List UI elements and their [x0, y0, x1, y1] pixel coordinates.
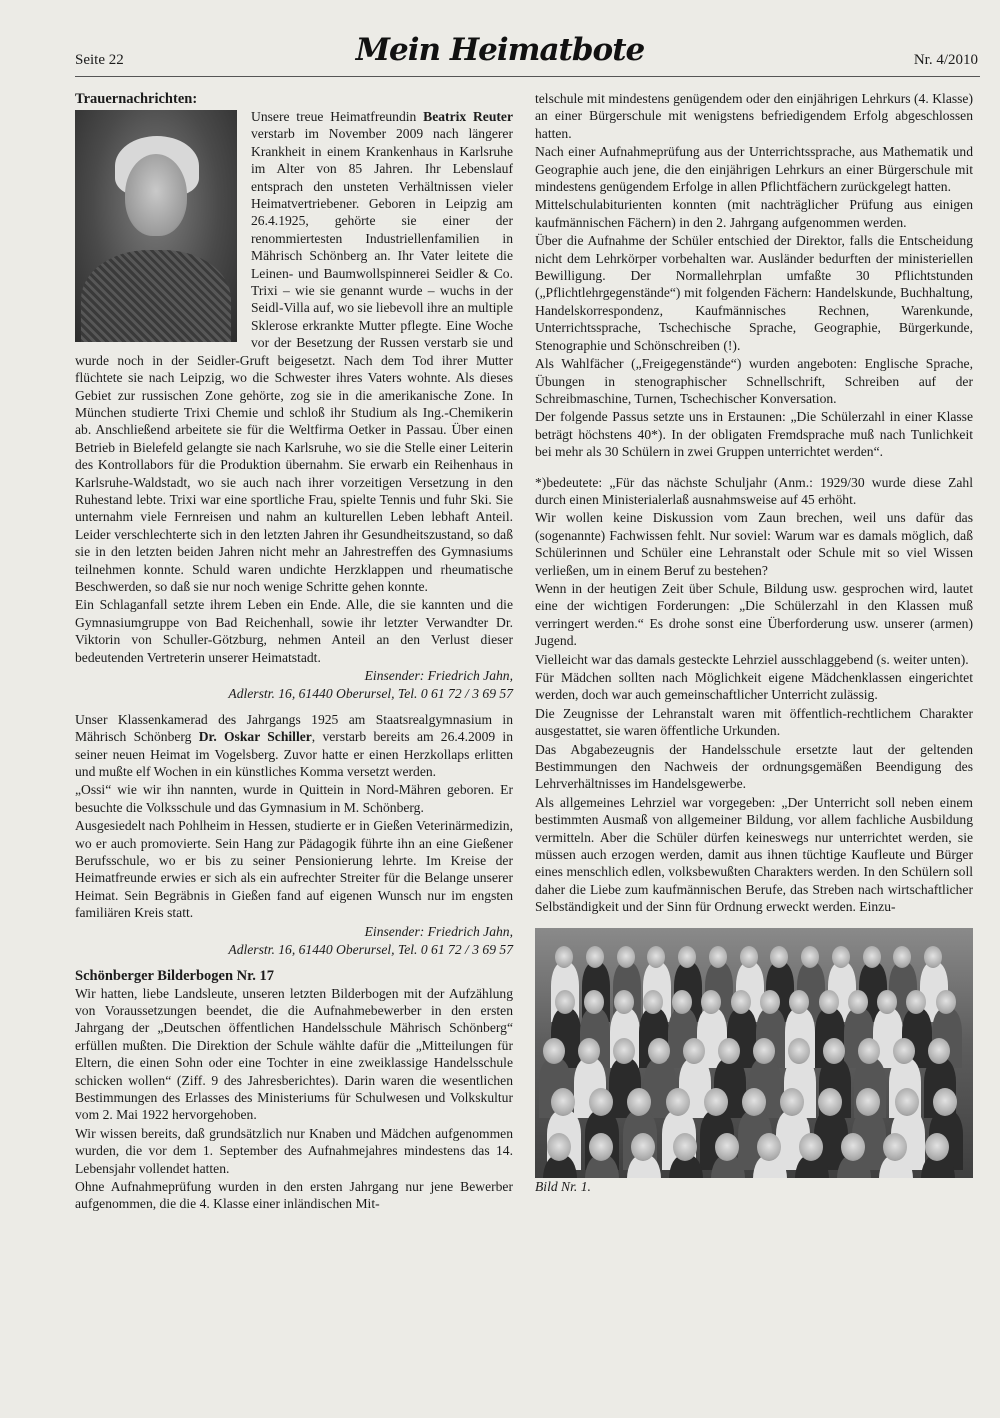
- bilderbogen-paragraph-16: Als allgemeines Lehrziel war vorgegeben: „Der Unterricht soll neben einem bestimmten Ausmaß von allgemeiner Bildung, vor allem fachliche Ausbildung vermitteln. Aber die Schüler dürfen keineswegs nur unterrichtet werden, sie müssen auch erzogen werden, damit aus ihnen tüchtige Kaufleute und Bürger eines menschlich edlen, volksbewußten Charakters werden. In den Schülern soll daher die Liebe zum kaufmännischen Berufe, das Streben nach wirtschaftlicher Selbständigkeit und der Sinn für Ordnung erweckt werden. Einzu-: [535, 794, 973, 915]
- photo-person-head: [683, 1038, 705, 1064]
- photo-person-head: [788, 1038, 810, 1064]
- portrait-face: [125, 154, 187, 236]
- photo-person-head: [789, 990, 809, 1014]
- photo-person-head: [925, 1133, 949, 1161]
- photo-person-head: [555, 946, 573, 968]
- photo-person-head: [589, 1088, 613, 1116]
- photo-person-head: [614, 990, 634, 1014]
- right-column: [535, 90, 973, 1195]
- photo-person-head: [801, 946, 819, 968]
- schiller-intro: Unser Klassenkamerad des Jahrgangs 1925 am Staatsrealgymnasium in Mährisch Schönberg: [75, 711, 513, 745]
- photo-person-head: [647, 946, 665, 968]
- schiller-paragraph-2: „Ossi“ wie wir ihn nannten, wurde in Quittein in Nord-Mähren geboren. Er besuchte die Volksschule und das Gymnasium in M. Schönberg.: [75, 782, 513, 815]
- reuter-intro: Unsere treue Heimatfreundin: [251, 109, 424, 124]
- reuter-name: Beatrix Reuter: [423, 109, 513, 124]
- masthead-logo: Mein Heimatbote: [355, 32, 645, 68]
- reuter-sender-address: Adlerstr. 16, 61440 Oberursel, Tel. 0 61 72 / 3 69 57: [228, 686, 513, 702]
- photo-person-head: [799, 1133, 823, 1161]
- photo-person-head: [704, 1088, 728, 1116]
- header-rule: [75, 76, 980, 77]
- bilderbogen-paragraph-8: Der folgende Passus setzte uns in Erstaunen: „Die Schülerzahl in einer Klasse beträgt höchstens 40*). In der obligaten Fremdsprache muß nach Tunlichkeit bei mehr als 30 Schülern in zwei Gruppen unterrichtet werden“.: [535, 409, 973, 460]
- photo-person-head: [715, 1133, 739, 1161]
- schiller-name: Dr. Oskar Schiller: [198, 729, 312, 745]
- photo-person-head: [709, 946, 727, 968]
- photo-person-head: [555, 990, 575, 1014]
- photo-person-head: [648, 1038, 670, 1064]
- schiller-paragraph-1: [75, 711, 513, 781]
- photo-person-head: [742, 1088, 766, 1116]
- photo-person-head: [924, 946, 942, 968]
- photo-person-head: [551, 1088, 575, 1116]
- issue-number: Nr. 4/2010: [913, 52, 978, 68]
- photo-person-head: [893, 1038, 915, 1064]
- bilderbogen-footnote: *)bedeutete: „Für das nächste Schuljahr (Anm.: 1929/30 wurde diese Zahl durch einen Ministerialerlaß ausnahmsweise auf 45 erhöht.: [535, 474, 973, 507]
- bilderbogen-paragraph-12: Vielleicht war das damals gesteckte Lehrziel ausschlaggebend (s. weiter unten).: [535, 651, 969, 667]
- photo-person-head: [643, 990, 663, 1014]
- photo-person-head: [578, 1038, 600, 1064]
- photo-person-head: [543, 1038, 565, 1064]
- photo-person-head: [848, 990, 868, 1014]
- photo-person-head: [933, 1088, 957, 1116]
- photo-person-head: [718, 1038, 740, 1064]
- photo-person-head: [731, 990, 751, 1014]
- photo-person-head: [678, 946, 696, 968]
- photo-person-head: [770, 946, 788, 968]
- class-group-photo: [535, 928, 973, 1178]
- photo-person-head: [617, 946, 635, 968]
- portrait-photo: [75, 110, 237, 342]
- photo-person-head: [928, 1038, 950, 1064]
- bilderbogen-paragraph-5: Mittelschulabiturienten konnten (mit nachträglicher Prüfung aus einigen kaufmännischen Fächern) in den 2. Jahrgang aufgenommen werden.: [535, 197, 973, 230]
- photo-person-head: [936, 990, 956, 1014]
- photo-person-head: [818, 1088, 842, 1116]
- photo-person-head: [823, 1038, 845, 1064]
- bilderbogen-paragraph-3-start: Ohne Aufnahmeprüfung wurden in den ersten Jahrgang nur jene Bewerber aufgenommen, die die 4. Klasse einer inländischen Mit-: [75, 1178, 513, 1212]
- photo-person-head: [627, 1088, 651, 1116]
- photo-person-head: [740, 946, 758, 968]
- page-number: Seite 22: [75, 52, 124, 68]
- photo-person-head: [589, 1133, 613, 1161]
- photo-person-head: [547, 1133, 571, 1161]
- photo-person-head: [757, 1133, 781, 1161]
- photo-person-head: [863, 946, 881, 968]
- photo-person-head: [673, 1133, 697, 1161]
- bilderbogen-paragraph-15: Das Abgabezeugnis der Handelsschule ersetzte laut der geltenden Bestimmungen den Nachweis der ordnungsgemäßen Beendigung des Lehrverhältnisses im Handelsgewerbe.: [535, 741, 973, 792]
- reuter-paragraph-2: Ein Schlaganfall setzte ihrem Leben ein Ende. Alle, die sie kannten und die Gymnasiumgruppe von Bad Reichenhall, sowie ihr letzter Verwandter Dr. Viktorin von Schuller-Götzburg, nehmen Anteil an den Verlust dieser bedeutenden Vertreterin unserer Heimatstadt.: [75, 597, 513, 665]
- schiller-paragraph-3: Ausgesiedelt nach Pohlheim in Hessen, studierte er in Gießen Veterinärmedizin, wo er auch promovierte. Sein Hang zur Pädagogik führte ihn an eine Gießener Berufsschule, wo er bis zu seiner Pensionierung lehrte. Im Kreise der Heimatfreunde erwies er sich als ein aufrechter Streiter für die Belange unserer Heimat. Sein Begräbnis in Gießen fand auf eigenen Wunsch nur im engsten familiären Kreis statt.: [75, 818, 513, 921]
- schiller-text: , verstarb bereits am 26.4.2009 in seiner neuen Heimat im Vogelsberg. Zuvor hatte er einen Herzkollaps erlitten und mußte elf Wochen in ein künstliches Komma versetzt werden.: [75, 729, 513, 780]
- schiller-sender-name: Einsender: Friedrich Jahn,: [364, 923, 513, 939]
- photo-person-head: [753, 1038, 775, 1064]
- bilderbogen-paragraph-4: Nach einer Aufnahmeprüfung aus der Unterrichtssprache, aus Mathematik und Geographie auch jene, die den einjährigen Lehrkurs an einer Bürgerschule mit mindestens genügendem Erfolge in allen Pflichtfächern zurückgelegt hatten.: [535, 144, 973, 195]
- photo-person-head: [613, 1038, 635, 1064]
- portrait-jacket: [81, 250, 231, 342]
- bilderbogen-paragraph-13: Für Mädchen sollten nach Möglichkeit eigene Mädchenklassen eingerichtet werden, doch war auch gemeinschaftlicher Unterricht zulässig.: [535, 670, 973, 703]
- photo-person-head: [858, 1038, 880, 1064]
- photo-person-head: [760, 990, 780, 1014]
- bilderbogen-paragraph-1: Wir hatten, liebe Landsleute, unseren letzten Bilderbogen mit der Aufzählung von Voraussetzungen beendet, die die Aufnahmebewerber in den ersten Jahrgang der „Deutschen öffentlichen Handelsschule Mährisch Schönberg“ erfüllen mußten. Die Direktion der Schule wählte dafür die „Mitteilungen für Eltern, die einen Sohn oder eine Tochter in eine zweiklassige Handelsschule schicken wollen“ (Ziff. 9 des Jahresberichtes). Darin waren die wesentlichen Bestimmungen des Erlasses des Ministeriums für Schulwesen und Volkskultur vom 2. Mai 1922 hervorgehoben.: [75, 985, 513, 1123]
- bilderbogen-paragraph-3-end: telschule mit mindestens genügendem oder den einjährigen Lehrkurs (4. Klasse) an einer Bürgerschule mit wenigstens befriedigendem Erfolg abgeschlossen hatten.: [535, 91, 973, 141]
- photo-person-head: [883, 1133, 907, 1161]
- photo-person-head: [780, 1088, 804, 1116]
- reuter-sender-name: Einsender: Friedrich Jahn,: [364, 668, 513, 683]
- photo-person-head: [672, 990, 692, 1014]
- photo-person-head: [895, 1088, 919, 1116]
- left-column: [75, 90, 513, 1213]
- photo-person-head: [819, 990, 839, 1014]
- photo-caption: Bild Nr. 1.: [535, 1178, 591, 1194]
- obituaries-heading: Trauernachrichten:: [75, 91, 198, 107]
- bilderbogen-paragraph-2: Wir wissen bereits, daß grundsätzlich nur Knaben und Mädchen aufgenommen wurden, die vor dem 1. September des Aufnahmejahres mindestens das 14. Lebensjahr vollendet hatten.: [75, 1125, 513, 1176]
- photo-person-head: [631, 1133, 655, 1161]
- bilderbogen-paragraph-6: Über die Aufnahme der Schüler entschied der Direktor, falls die Entscheidung nicht dem Lehrkörper vorbehalten war. Ausländer bedurften der ministeriellen Bewilligung. Der Normallehrplan umfaßte 30 Pflichtstunden („Pflichtlehrgegenstände“) mit folgenden Fächern: Handelskunde, Buchhaltung, Handelskorrespondenz, Kaufmännisches Rechnen, Warenkunde, Unterrichtssprache, Tschechische Sprache, Geographie, Bürgerkunde, Stenographie und Schönschreiben (!).: [535, 233, 973, 353]
- reuter-text: verstarb im November 2009 nach längerer Krankheit in einem Krankenhaus in Karlsruhe im Alter von 85 Jahren. Ihr Lebenslauf entsprach den unsteten Verhältnissen vieler Heimatvertriebener. Geboren in Leipzig am 26.4.1925, gehörte sie einer der renommiertesten Industriellenfamilien in Mährisch Schönberg an. Ihr Vater leitete die Leinen- und Baumwollspinnerei Seidler & Co. Trixi – wie sie genannt wurde – wuchs in der Seidl-Villa auf, wo sie liebevoll ihre an multiple Sklerose erkrankte Mutter pflegte. Eine Woche vor der Besetzung der Russen verstarb sie und wurde noch in der Seidler-Gruft beigesetzt. Nach dem Tod ihrer Mutter flüchtete sie nach Leipzig, wo die Schwester ihres Vaters wohnte. Als dieses Gebiet zur russischen Zone gehörte, zog sie in die amerikanische Zone. In München studierte Trixi Chemie und schloß ihr Studium als Ing.-Chemikerin ab. Anschließend arbeitete sie für die Weltfirma Oetker in Passau. Über einen Betrieb in Bielefeld gelangte sie nach Karlsruhe, wo sie die Stelle einer Leiterin des Kontrollabors für die Produktion übernahm. Sie erwarb ein Reihenhaus in Karlsruhe-Waldstadt, wo sie auch nach ihrer vorzeitigen Versetzung in den Ruhestand lebte. Trixi war eine sportliche Frau, spielte Tennis und fuhr Ski. Sie unternahm viele Fernreisen und nahm an kulturellen Leben lebhaft Anteil. Leider verschlechterte sich in den letzten Jahren ihr Gesundheitszustand, so daß sie in den letzten beiden Jahren nicht mehr an Jahrestreffen des Gymnasiums teilnehmen konnte. Schuld waren undichte Herzklappen und rheumatische Beschwerden, so daß sie nur noch wenige Schritte gehen konnte.: [75, 126, 513, 594]
- bilderbogen-paragraph-11: Wenn in der heutigen Zeit über Schule, Bildung usw. gesprochen wird, lautet eine der wichtigen Forderungen: „Die Schülerzahl in den Klassen muß verringert werden.“ Es drohe sonst eine Überforderung usw. unserer (armen) Jugend.: [535, 580, 973, 649]
- bilderbogen-paragraph-14: Die Zeugnisse der Lehranstalt waren mit öffentlich-rechtlichem Charakter ausgestattet, sie waren öffentliche Urkunden.: [535, 705, 973, 739]
- photo-person-head: [584, 990, 604, 1014]
- photo-person-head: [832, 946, 850, 968]
- bilderbogen-paragraph-7: Als Wahlfächer („Freigegenstände“) wurden angeboten: Englische Sprache, Übungen in stenographischer Schnellschrift, Schreiben auf der Schreibmaschine, Turnen, Tschechischer Konversation.: [535, 356, 973, 406]
- bilderbogen-paragraph-10: Wir wollen keine Diskussion vom Zaun brechen, weil uns dafür das (sogenannte) Fachwissen fehlt. Nur soviel: Warum war es damals möglich, daß Schülerinnen und Schüler eine Lehranstalt oder Schule mit so viel Wissen verließen, um in einem Beruf zu bestehen?: [535, 510, 973, 578]
- photo-person-head: [586, 946, 604, 968]
- photo-person-head: [666, 1088, 690, 1116]
- photo-person-head: [877, 990, 897, 1014]
- schiller-sender-address: Adlerstr. 16, 61440 Oberursel, Tel. 0 61 72 / 3 69 57: [228, 942, 513, 958]
- bilderbogen-heading: Schönberger Bilderbogen Nr. 17: [75, 967, 274, 984]
- photo-person-head: [841, 1133, 865, 1161]
